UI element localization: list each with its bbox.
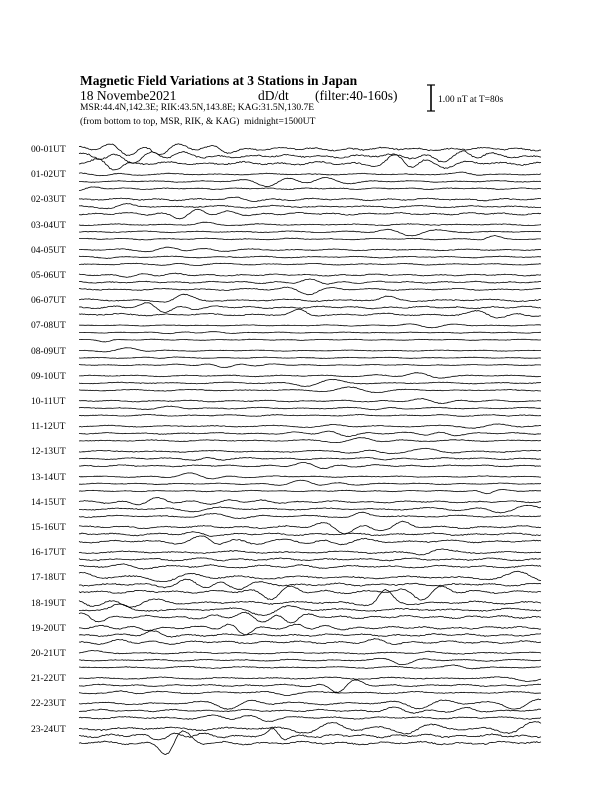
row-label: 07-08UT [31, 321, 66, 332]
row-label: 11-12UT [31, 422, 66, 433]
trace-line [79, 178, 541, 187]
trace-line [79, 273, 541, 277]
date-filter-line [80, 88, 397, 104]
trace-line [79, 294, 541, 302]
row-label: 23-24UT [31, 724, 66, 735]
trace-line [79, 414, 541, 416]
row-label: 09-10UT [31, 371, 66, 382]
row-label: 15-16UT [31, 523, 66, 533]
station-coordinates: MSR:44.4N,142.3E; RIK:43.5N,143.8E; KAG:31.5N,130.7E [80, 103, 315, 113]
trace-line [79, 665, 541, 669]
trace-line [79, 536, 541, 545]
row-label: 05-06UT [31, 271, 66, 281]
trace-order-note: (from bottom to top, MSR, RIK, & KAG) [80, 117, 240, 127]
trace-line [79, 480, 541, 485]
trace-line [79, 658, 541, 664]
trace-line [79, 424, 541, 428]
row-label: 16-17UT [31, 548, 66, 559]
trace-line [79, 473, 541, 479]
row-label: 06-07UT [31, 296, 66, 307]
trace-line [79, 448, 541, 453]
row-label: 20-21UT [31, 649, 66, 659]
trace-line [79, 348, 541, 352]
trace-line [79, 431, 541, 437]
trace-line [79, 399, 541, 404]
trace-line [79, 586, 541, 600]
trace-line [79, 715, 541, 722]
trace-line [79, 699, 541, 709]
scale-label: 1.00 nT at T=80s [438, 95, 504, 105]
trace-line [79, 532, 541, 537]
trace-line [79, 256, 541, 259]
trace-line [79, 438, 541, 443]
row-label: 19-20UT [31, 623, 66, 634]
trace-line [79, 564, 541, 570]
trace-line [79, 279, 541, 284]
row-label: 10-11UT [31, 397, 66, 407]
trace-order-line [80, 117, 315, 127]
trace-line [79, 263, 541, 265]
row-label: 18-19UT [31, 598, 66, 609]
trace-line [79, 309, 541, 318]
trace-line [79, 707, 541, 713]
trace-line [79, 332, 541, 334]
trace-line [79, 229, 541, 236]
trace-line [79, 512, 541, 518]
chart-title: Magnetic Field Variations at 3 Stations in Japan [80, 73, 358, 88]
trace-line [79, 579, 541, 589]
row-label: 13-14UT [31, 472, 66, 483]
trace-line [79, 558, 541, 561]
trace-line [79, 722, 541, 734]
trace-line [79, 650, 541, 654]
row-label: 17-18UT [31, 573, 66, 584]
trace-line [79, 379, 541, 386]
trace-line [79, 731, 541, 755]
trace-line [79, 197, 541, 201]
trace-line [79, 728, 541, 740]
row-label: 12-13UT [31, 447, 66, 458]
trace-line [79, 373, 541, 378]
trace-group [79, 144, 541, 755]
trace-line [79, 631, 541, 638]
trace-line [79, 172, 541, 176]
trace-line [79, 680, 541, 693]
trace-line [79, 406, 541, 410]
date-label: 18 Novembe2021 [80, 88, 177, 103]
row-label: 22-23UT [31, 699, 66, 710]
quantity-label: dD/dt [258, 88, 289, 103]
trace-line [79, 222, 541, 225]
row-label: 00-01UT [31, 145, 66, 155]
row-label: 02-03UT [31, 195, 66, 206]
row-label: 03-04UT [31, 220, 66, 231]
trace-line [79, 324, 541, 328]
trace-line [79, 357, 541, 359]
trace-line [79, 677, 541, 682]
scale-bar [427, 85, 435, 111]
trace-line [79, 691, 541, 696]
trace-line [79, 236, 541, 240]
trace-line [79, 549, 541, 555]
row-label: 04-05UT [31, 245, 66, 256]
trace-line [79, 463, 541, 469]
trace-line [79, 624, 541, 635]
trace-line [79, 203, 541, 208]
trace-line [79, 457, 541, 460]
row-label: 14-15UT [31, 497, 66, 508]
trace-line [79, 144, 541, 156]
trace-line [79, 387, 541, 393]
trace-line [79, 209, 541, 219]
trace-line [79, 639, 541, 645]
trace-line [79, 505, 541, 513]
trace-line [79, 187, 541, 191]
filter-label: (filter:40-160s) [315, 88, 398, 103]
midnight-note: midnight=1500UT [244, 117, 316, 127]
trace-line [79, 521, 541, 534]
trace-line [79, 287, 541, 295]
trace-line [79, 339, 541, 342]
trace-line [79, 498, 541, 505]
row-label: 21-22UT [31, 674, 66, 685]
trace-line [79, 490, 541, 494]
trace-line [79, 612, 541, 623]
trace-line [79, 364, 541, 368]
trace-line [79, 571, 541, 581]
trace-line [79, 604, 541, 616]
trace-line [79, 247, 541, 252]
row-label: 01-02UT [31, 170, 66, 181]
row-label: 08-09UT [31, 346, 66, 357]
